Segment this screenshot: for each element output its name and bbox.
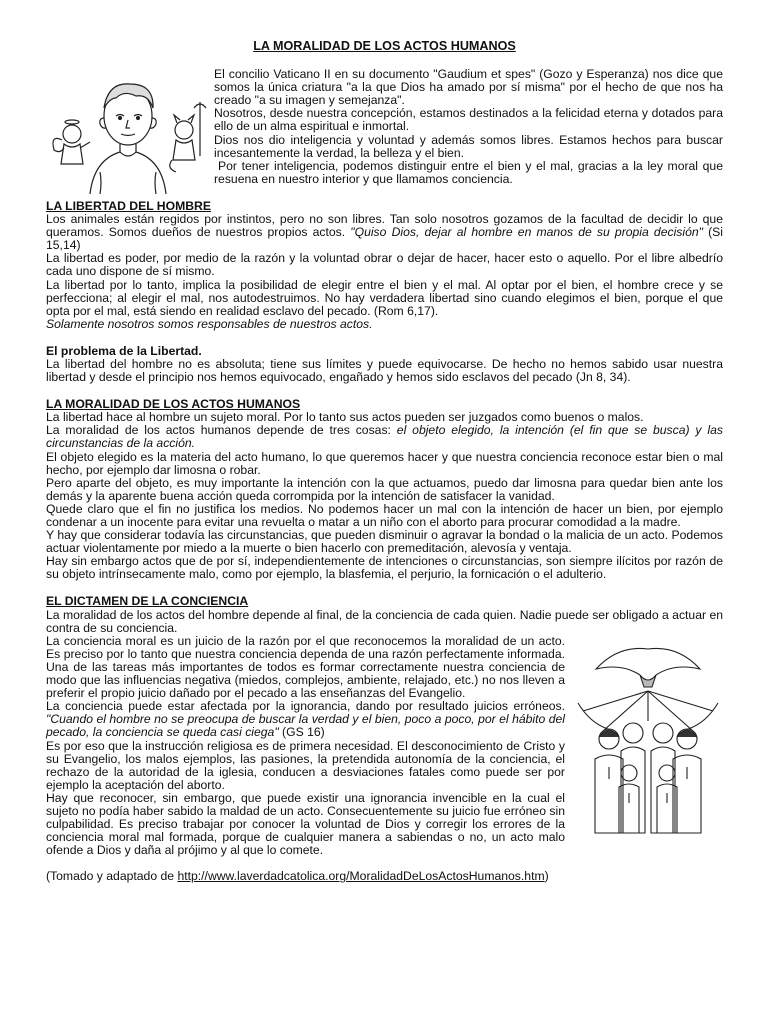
moralidad-italic-text: el objeto elegido, la intención (el fin que se busca) y las circunstancias de la acción. — [46, 423, 723, 451]
section-heading-libertad: LA LIBERTAD DEL HOMBRE — [46, 198, 211, 213]
intro-paragraph-2: Nosotros, desde nuestra concepción, estamos destinados a la felicidad eterna y dotados para ello de un alma espiritual e inmortal. — [214, 106, 723, 134]
section-heading-problema: El problema de la Libertad. — [46, 343, 202, 358]
moralidad-paragraph-5: Quede claro que el fin no justifica los medios. No podemos hacer un mal con la intención de hacer un bien, por ejemplo condenar a un inocente para evitar una revuelta o matar a un niño con el aborto para procurar comodidad a la madre. — [46, 501, 723, 529]
section-dictamen — [46, 595, 723, 857]
section-heading-moralidad: LA MORALIDAD DE LOS ACTOS HUMANOS — [46, 397, 301, 412]
intro-section — [46, 68, 723, 186]
moralidad-paragraph-6: Y hay que considerar todavía las circunstancias, que pueden disminuir o agravar la bondad o la malicia de un acto. Podemos actuar violentamente por miedo a la muerte o bien hacerlo con premeditación, alevosía y ventaja. — [46, 528, 723, 556]
section-moralidad — [46, 398, 723, 581]
moralidad-paragraph-2 — [46, 424, 723, 450]
source-link[interactable]: http://www.laverdadcatolica.org/MoralidadDeLosActosHumanos.htm — [177, 869, 545, 884]
moralidad-paragraph-1: La libertad hace al hombre un sujeto moral. Por lo tanto sus actos pueden ser juzgados como buenos o malos. — [46, 410, 644, 425]
moralidad-paragraph-3: El objeto elegido es la materia del acto humano, lo que queremos hacer y que nuestra conciencia reconoce estar bien o mal hecho, por ejemplo dar limosna o robar. — [46, 449, 723, 477]
libertad-quote: "Quiso Dios, dejar al hombre en manos de su propia decisión" — [350, 225, 703, 240]
source-prefix: (Tomado y adaptado de — [46, 869, 178, 884]
holy-spirit-dove-family-illustration — [573, 641, 723, 836]
section-libertad — [46, 200, 723, 331]
dictamen-paragraph-4: Es por eso que la instrucción religiosa es de primera necesidad. El desconocimiento de Cristo y su Evangelio, los malos ejemplos, las pasiones, la pretendida autonomía de la conciencia, el rechazo de la autoridad de la iglesia, conducen a desviaciones fatales como puede ser por ejemplo la aceptación del aborto. — [46, 738, 565, 792]
intro-paragraph-4: Por tener inteligencia, podemos distinguir entre el bien y el mal, gracias a la ley moral que resuena en nuestro interior y que llamamos conciencia. — [214, 158, 723, 186]
source-citation — [46, 870, 723, 883]
libertad-text-b: (Si 15,14) — [46, 225, 724, 253]
problema-paragraph-1: La libertad del hombre no es absoluta; tiene sus límites y puede equivocarse. De hecho no hemos sabido usar nuestra libertad y desde el principio nos hemos equivocado, engañado y hemos sido esclavos del pecado (Jn 8, 34). — [46, 356, 723, 385]
moralidad-paragraph-4: Pero aparte del objeto, es muy importante la intención con la que actuamos, puedo dar limosna para quedar bien ante los demás y la aparente buena acción queda corrompida por la intención de satisfacer la vanidad. — [46, 475, 723, 503]
section-heading-dictamen: EL DICTAMEN DE LA CONCIENCIA — [46, 594, 249, 609]
dictamen-text-b: (GS 16) — [278, 725, 325, 740]
section-problema — [46, 345, 723, 384]
libertad-paragraph-1 — [46, 213, 723, 252]
libertad-paragraph-4: Solamente nosotros somos responsables de nuestros actos. — [46, 316, 373, 331]
moralidad-paragraph-7: Hay sin embargo actos que de por sí, independientemente de intenciones o circunstancias, son siempre ilícitos por razón de su objeto intrínsecamente malo, como por ejemplo, la blasfemia, el perjurio, la fornicación o el adulterio. — [46, 554, 723, 582]
dictamen-paragraph-1: La moralidad de los actos del hombre depende al final, de la conciencia de cada quien. Nadie puede ser obligado a actuar en contra de su conciencia. — [46, 607, 723, 635]
dictamen-text-a: La conciencia puede estar afectada por la ignorancia, dando por resultado juicios erróneos. — [46, 699, 565, 714]
source-suffix: ) — [544, 869, 549, 884]
intro-paragraph-3: Dios nos dio inteligencia y voluntad y además somos libres. Estamos hechos para buscar incesantemente la verdad, la belleza y el bien. — [214, 132, 723, 160]
moralidad-text-a: La moralidad de los actos humanos depende de tres cosas: — [46, 423, 397, 438]
libertad-paragraph-3: La libertad por lo tanto, implica la posibilidad de elegir entre el bien y el mal. Al optar por el bien, el hombre crece y se perfecciona; al elegir el mal, nos autodestruimos. No hay verdadera libertad sino cuando elegimos el bien, porque el que opta por el mal, está siendo en realidad esclavo del pecado. (Rom 6,17). — [46, 277, 723, 318]
document-page — [46, 40, 723, 883]
dictamen-paragraph-5: Hay que reconocer, sin embargo, que puede existir una ignorancia invencible en la cual el sujeto no podía haber sabido la maldad de un acto. Consecuentemente su juicio fue erróneo sin culpabilidad. Es preciso trabajar por conocer la voluntad de Dios y corregir los errores de la conciencia moral mal formada, porque de cualquier manera a sabiendas o no, un acto malo ofende a Dios y daña al prójimo y al que lo comete. — [46, 790, 565, 858]
libertad-paragraph-2: La libertad es poder, por medio de la razón y la voluntad obrar o dejar de hacer, hacer esto o aquello. Por el libre albedrío cada uno dispone de sí mismo. — [46, 251, 723, 279]
intro-paragraph-1: El concilio Vaticano II en su documento "Gaudium et spes" (Gozo y Esperanza) nos dice que somos la única criatura "a la que Dios ha amado por sí misma" por el hecho de que nos ha creado "a su imagen y semejanza". — [214, 67, 723, 108]
boy-angel-devil-illustration — [50, 68, 208, 194]
page-title: LA MORALIDAD DE LOS ACTOS HUMANOS — [253, 39, 516, 53]
dictamen-paragraph-2: La conciencia moral es un juicio de la razón por el que reconocemos la moralidad de un acto. Es preciso por lo tanto que nuestra conciencia dependa de una razón perfectamente informada. Una de las tareas más importantes de todos es formar correctamente nuestra conciencia de modo que las influencias negativa (miedos, complejos, ambiente, relajado, etc.) no nos lleven a preferir el propio juicio dañado por el pecado a las enseñanzas del Evangelio. — [46, 633, 565, 701]
dictamen-quote: "Cuando el hombre no se preocupa de buscar la verdad y el bien, poco a poco, por el hábito del pecado, la conciencia se queda casi ciega" — [46, 712, 565, 740]
libertad-text-a: Los animales están regidos por instintos, pero no son libres. Tan solo nosotros gozamos de la facultad de decidir lo que queramos. Somos dueños de nuestros propios actos. — [46, 212, 723, 240]
